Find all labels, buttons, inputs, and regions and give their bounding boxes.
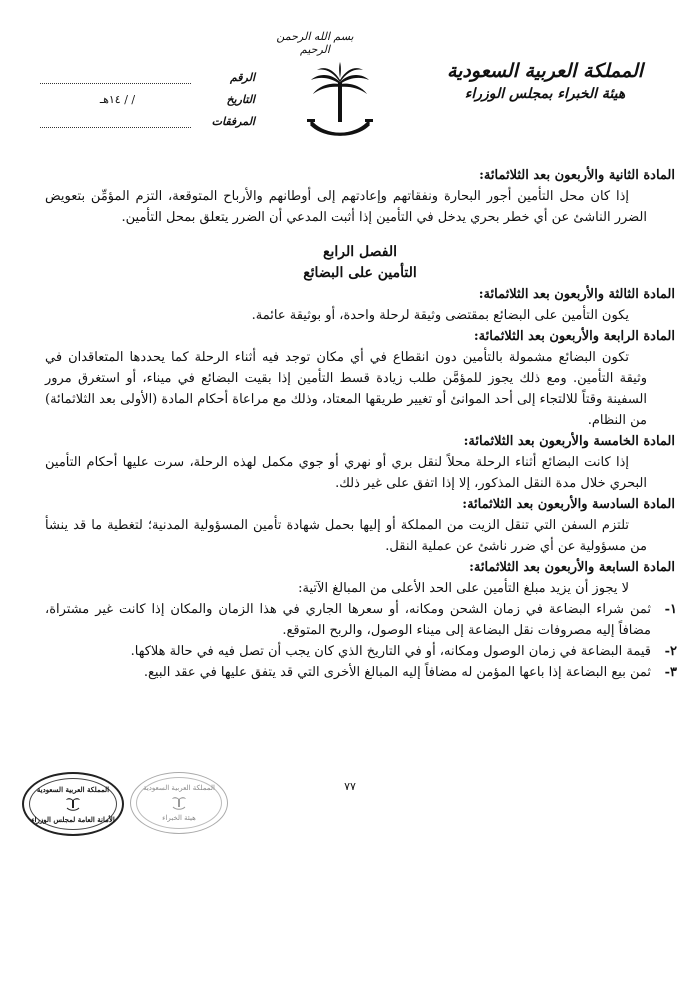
article-46-text: تلتزم السفن التي تنقل الزيت من المملكة أو إليها بحمل شهادة تأمين المسؤولية المدنية؛ لتغطية ما قد ينشأ من مسؤولية عن أي ضرر ناشئ عن عملية النقل. bbox=[45, 518, 647, 554]
article-43-title: المادة الثالثة والأربعون بعد الثلاثمائة: bbox=[478, 287, 675, 302]
attach-row bbox=[40, 110, 255, 132]
seal-bottom-text: الأمانة العامة لمجلس الوزراء bbox=[31, 815, 115, 824]
article-47-intro: لا يجوز أن يزيد مبلغ التأمين على الحد الأعلى من المبالغ الآتية: bbox=[298, 581, 629, 596]
attach-line bbox=[40, 115, 191, 128]
ref-line bbox=[40, 71, 191, 84]
article-44-title: المادة الرابعة والأربعون بعد الثلاثمائة: bbox=[473, 329, 675, 344]
basmala: بسم الله الرحمن الرحيم bbox=[276, 30, 354, 56]
article-44-text: تكون البضائع مشمولة بالتأمين دون انقطاع في أي مكان توجد فيه أثناء الرحلة كما يحددها المتعاقدان في وثيقة التأمين. ومع ذلك يجوز للمؤمَّن طلب زيادة قسط التأمين إذا بقيت البضائع في ميناء، أو استغرق مرور السفينة وقتاً للالتجاء إلى أحد الموانئ أو تغيير طريقها المعتاد، وذلك مع مراعاة أحكام المادة (الأولى بعد الثلاثمائة) من النظام. bbox=[45, 350, 647, 428]
article-42-text: إذا كان محل التأمين أجور البحارة ونفقاتهم وإعادتهم إلى أوطانهم والأرباح المتوقعة، التزم المؤمِّن بتعويض الضرر الناشئ عن أي خطر بحري يدخل في التأمين إذا أثبت المدعي أن الضرر يتعلق بمحل التأمين. bbox=[45, 189, 647, 225]
list-item-number: ١- bbox=[664, 602, 677, 617]
seal-emblem-icon bbox=[66, 796, 80, 812]
seal-emblem-icon bbox=[172, 795, 186, 811]
seal-top-text: المملكة العربية السعودية bbox=[143, 784, 215, 792]
list-item-text: ثمن بيع البضاعة إذا باعها المؤمن له مضافاً إليه المبالغ الأخرى التي قد يتفق عليها في عقد البيع. bbox=[143, 665, 651, 680]
organization-header bbox=[430, 60, 660, 102]
date-row bbox=[40, 88, 255, 110]
ref-row bbox=[40, 66, 255, 88]
article-47-title: المادة السابعة والأربعون بعد الثلاثمائة: bbox=[469, 560, 675, 575]
letter-meta bbox=[40, 66, 255, 132]
attach-label: المرفقات bbox=[211, 114, 255, 128]
general-secretariat-seal bbox=[22, 772, 124, 836]
chapter-title: الفصل الرابع bbox=[323, 244, 397, 260]
seal-top-text: المملكة العربية السعودية bbox=[36, 785, 110, 794]
ref-label: الرقم bbox=[229, 70, 255, 84]
list-item-text: قيمة البضاعة في زمان الوصول ومكانه، أو في التاريخ الذي كان يجب أن تصل فيه في حالة هلاكها. bbox=[130, 644, 651, 659]
article-43-text: يكون التأمين على البضائع بمقتضى وثيقة لرحلة واحدة، أو بوثيقة عائمة. bbox=[251, 308, 629, 323]
list-item bbox=[45, 641, 677, 662]
date-value: / / ١٤هـ bbox=[99, 92, 136, 106]
list-item bbox=[45, 599, 677, 641]
list-item-number: ٣- bbox=[664, 665, 677, 680]
experts-commission-seal bbox=[130, 772, 228, 834]
article-42-title: المادة الثانية والأربعون بعد الثلاثمائة: bbox=[479, 168, 675, 183]
seal-bottom-text: هيئة الخبراء bbox=[162, 814, 196, 822]
saudi-emblem-icon bbox=[305, 62, 375, 146]
article-47-list bbox=[45, 599, 675, 683]
page-number: ٧٧ bbox=[344, 780, 356, 793]
country-name: المملكة العربية السعودية bbox=[446, 60, 644, 82]
chapter-subtitle: التأمين على البضائع bbox=[303, 265, 417, 281]
list-item-text: ثمن شراء البضاعة في زمان الشحن ومكانه، أو سعرها الجاري في هذا الزمان والمكان إذا كانت غير مشتراة، مضافاً إليه مصروفات نقل البضاعة إلى ميناء الوصول، والربح المتوقع. bbox=[45, 602, 651, 638]
agency-name: هيئة الخبراء بمجلس الوزراء bbox=[464, 86, 626, 102]
date-label: التاريخ bbox=[226, 92, 255, 106]
document-body bbox=[45, 165, 675, 683]
article-45-text: إذا كانت البضائع أثناء الرحلة محلاً لنقل بري أو نهري أو جوي مكمل لهذه الرحلة، سرت عليها أحكام التأمين البحري خلال مدة النقل المذكور، إلا إذا اتفق على غير ذلك. bbox=[45, 455, 647, 491]
article-45-title: المادة الخامسة والأربعون بعد الثلاثمائة: bbox=[463, 434, 675, 449]
list-item-number: ٢- bbox=[664, 644, 677, 659]
list-item bbox=[45, 662, 677, 683]
article-46-title: المادة السادسة والأربعون بعد الثلاثمائة: bbox=[462, 497, 675, 512]
